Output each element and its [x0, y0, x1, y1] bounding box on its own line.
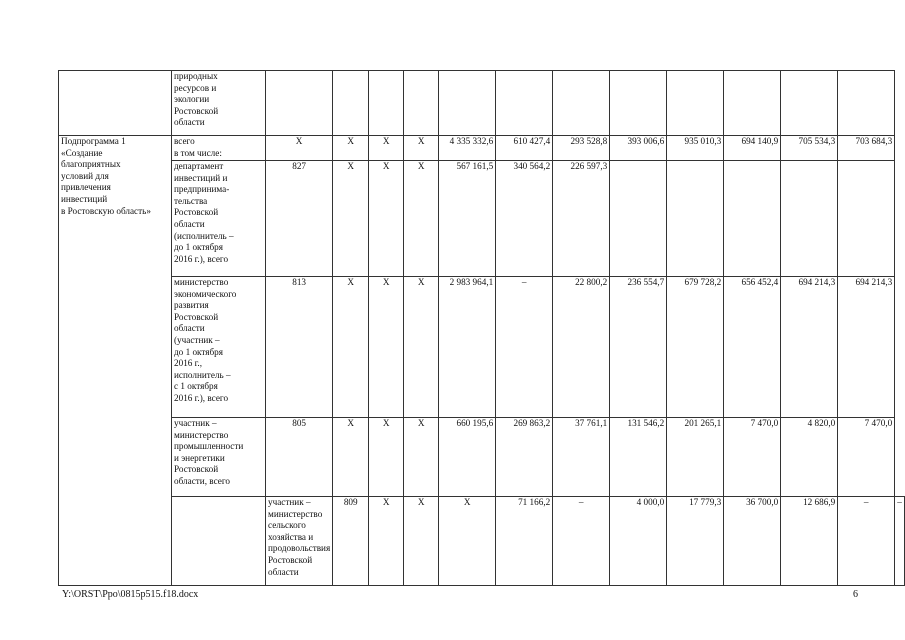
row-name-cell: департамент инвестиций и предпринима- тельства Ростовской области (исполнитель – до 1 октября 2016 г.), всего [172, 161, 266, 277]
table-cell: 805 [266, 418, 333, 497]
table-cell: Х [369, 161, 404, 277]
table-cell: – [895, 497, 905, 586]
table-cell [667, 161, 724, 277]
table-cell: 935 010,3 [667, 136, 724, 161]
table-cell: Х [266, 136, 333, 161]
table-cell: 656 452,4 [724, 277, 781, 418]
table-cell: Х [369, 277, 404, 418]
table-cell [838, 161, 895, 277]
table-cell [667, 71, 724, 136]
footer-file-path: Y:\ORST\Ppo\0815p515.f18.docx [62, 589, 199, 600]
subprogram-label: Подпрограмма 1 «Создание благоприятных условий для привлечения инвестиций в Ростовскую область» [59, 136, 172, 586]
table-cell: 705 534,3 [781, 136, 838, 161]
budget-table [58, 70, 905, 586]
table-cell: 131 546,2 [610, 418, 667, 497]
page-number: 6 [853, 589, 858, 600]
table-row [59, 497, 905, 586]
table-cell: 393 006,6 [610, 136, 667, 161]
table-cell [610, 161, 667, 277]
table-cell: 4 335 332,6 [439, 136, 496, 161]
table-cell: 22 800,2 [553, 277, 610, 418]
table-row [59, 71, 905, 136]
table-cell: Х [369, 136, 404, 161]
table-cell: 37 761,1 [553, 418, 610, 497]
row-name-cell: участник – министерство сельского хозяйства и продовольствия Ростовской области [266, 497, 333, 586]
table-cell: 809 [333, 497, 369, 586]
table-cell: 679 728,2 [667, 277, 724, 418]
table-cell: Х [404, 497, 439, 586]
table-cell: 4 000,0 [610, 497, 667, 586]
table-cell: Х [333, 136, 369, 161]
table-cell: 813 [266, 277, 333, 418]
table-cell [610, 71, 667, 136]
table-row [59, 418, 905, 497]
table-cell: Х [404, 418, 439, 497]
table-cell [781, 71, 838, 136]
table-row [59, 161, 905, 277]
row-name-cell: всего в том числе: [172, 136, 266, 161]
table-cell: 703 684,3 [838, 136, 895, 161]
table-cell [553, 71, 610, 136]
table-cell: 36 700,0 [724, 497, 781, 586]
table-cell [266, 71, 333, 136]
table-cell: Х [404, 161, 439, 277]
table-cell: 269 863,2 [496, 418, 553, 497]
row-name-cell: природных ресурсов и экологии Ростовской области [172, 71, 266, 136]
table-cell: Х [369, 497, 404, 586]
table-cell: Х [369, 418, 404, 497]
table-cell: Х [439, 497, 496, 586]
table-cell: 694 214,3 [838, 277, 895, 418]
table-cell: 4 820,0 [781, 418, 838, 497]
table-cell: – [496, 277, 553, 418]
table-cell [333, 71, 369, 136]
table-cell: Х [333, 161, 369, 277]
table-cell [59, 71, 172, 136]
table-cell [781, 161, 838, 277]
table-cell: 2 983 964,1 [439, 277, 496, 418]
table-cell: Х [404, 136, 439, 161]
row-name-cell: участник – министерство промышленности и энергетики Ростовской области, всего [172, 418, 266, 497]
table-cell: 71 166,2 [496, 497, 553, 586]
table-cell [496, 71, 553, 136]
table-cell: – [838, 497, 895, 586]
table-cell: 567 161,5 [439, 161, 496, 277]
table-cell: 610 427,4 [496, 136, 553, 161]
table-cell: Х [333, 418, 369, 497]
table-cell: 226 597,3 [553, 161, 610, 277]
table-cell: 12 686,9 [781, 497, 838, 586]
table-cell [172, 497, 266, 586]
table-row [59, 136, 905, 161]
table-cell: 201 265,1 [667, 418, 724, 497]
table-cell: 7 470,0 [724, 418, 781, 497]
table-cell [724, 71, 781, 136]
table-cell: 17 779,3 [667, 497, 724, 586]
table-cell: 694 140,9 [724, 136, 781, 161]
table-cell: 827 [266, 161, 333, 277]
table-cell: 236 554,7 [610, 277, 667, 418]
table-cell: 660 195,6 [439, 418, 496, 497]
row-name-cell: министерство экономического развития Ростовской области (участник – до 1 октября 2016 г., исполнитель – с 1 октября 2016 г.), всего [172, 277, 266, 418]
table-cell [838, 71, 895, 136]
table-cell: 7 470,0 [838, 418, 895, 497]
table-cell: Х [404, 277, 439, 418]
table-cell [369, 71, 404, 136]
table-cell: Х [333, 277, 369, 418]
table-cell [404, 71, 439, 136]
table-row [59, 277, 905, 418]
table-cell: 694 214,3 [781, 277, 838, 418]
table-cell: – [553, 497, 610, 586]
table-cell: 340 564,2 [496, 161, 553, 277]
table-cell [439, 71, 496, 136]
table-cell [724, 161, 781, 277]
table-cell: 293 528,8 [553, 136, 610, 161]
